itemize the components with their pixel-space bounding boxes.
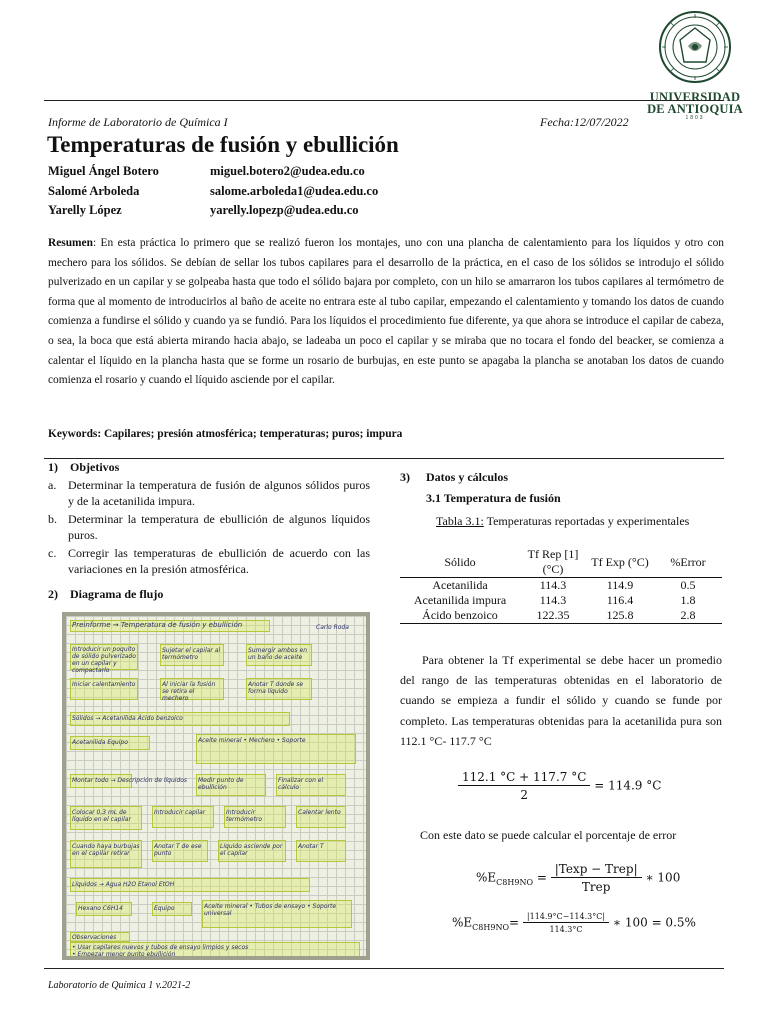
equation-denominator: Trep xyxy=(581,880,611,894)
section-title: Datos y cálculos xyxy=(426,470,508,484)
flow-step: Colocar 0,3 mL de líquido en el capilar xyxy=(72,809,131,823)
university-seal-icon xyxy=(658,10,732,84)
list-item xyxy=(48,512,370,543)
table-cell: 114.9 xyxy=(606,578,634,592)
author-name: Yarelly López xyxy=(48,203,122,217)
flow-step: Observaciones xyxy=(72,934,117,941)
flow-step: Aceite mineral • Mechero • Soporte xyxy=(198,737,306,744)
flow-step: Anotar T de ese punto xyxy=(154,843,202,857)
keywords: Keywords: Capilares; presión atmosférica; temperaturas; puros; impura xyxy=(48,428,403,440)
item-text: Determinar la temperatura de ebullición de algunos líquidos puros. xyxy=(68,512,370,542)
flow-step: Hexano C6H14 xyxy=(78,905,123,912)
column-header: %Error xyxy=(670,554,706,569)
body-paragraph: Con este dato se puede calcular el porcentaje de error xyxy=(420,828,677,842)
author-name: Salomé Arboleda xyxy=(48,183,140,198)
subsection-heading: 3.1 Temperatura de fusión xyxy=(426,491,561,505)
section-rule xyxy=(44,458,724,459)
flow-title: Preinforme → Temperatura de fusión y ebullición xyxy=(72,621,243,629)
item-label: a. xyxy=(48,478,57,492)
flow-step: Aceite mineral • Tubos de ensayo • Soporte universal xyxy=(204,903,337,917)
section-number: 2) xyxy=(48,587,58,601)
equation-fraction xyxy=(458,770,590,802)
equation-rhs: ∗ 100 xyxy=(645,870,681,885)
flow-author-tag: Carlo Roda xyxy=(316,624,349,631)
flow-step: Sujetar el capilar al termómetro xyxy=(162,647,221,661)
table-cell: 122.35 xyxy=(536,608,570,622)
item-text: Determinar la temperatura de fusión de algunos sólidos puros y de la acetanilida impura. xyxy=(68,478,370,508)
flow-step: Al iniciar la fusión se retira el mechero xyxy=(162,681,216,702)
page-title: Temperaturas de fusión y ebullición xyxy=(47,132,399,157)
equation-subscript: C8H9NO xyxy=(472,922,510,932)
author-email: miguel.botero2@udea.edu.co xyxy=(210,164,365,178)
table-header-row xyxy=(400,547,722,578)
equation-error-formula: $\%E_{C8H9NO}$ = $\frac{\text{|Texp − Trep|}}{\text{Trep}}$ ∗ 100 xyxy=(476,862,681,894)
flow-step: Anotar T xyxy=(298,843,324,850)
column-header: Sólido xyxy=(444,554,476,569)
column-header: Tf Rep [1](°C) xyxy=(527,547,579,576)
author-name: Miguel Ángel Botero xyxy=(48,164,159,178)
objectives-list xyxy=(48,478,370,580)
list-item xyxy=(48,546,370,577)
equation-fraction xyxy=(523,912,609,934)
flowchart-photo xyxy=(62,612,370,960)
abstract-text: : En esta práctica lo primero que se realizó fueron los montajes, uno con una plancha de calentamiento para los líquidos y otro con mechero para los sólidos. Se debían de sellar los tubos capilares para el desarrollo de la práctica, en el caso de los sólidos se introdujo el sólido pulverizado en un capilar y se golpeaba hasta que todo el sólido bajara por completo, con un hilo se amarraron los tubos capilares al termómetro de forma que al momento de introducirlos al baño de aceite no entrara este al tubo capilar, empezando el calentamiento y tomando los datos de cuando comienza a fundirse el sólido y cuando ya se fundió. Para los líquidos el procedimiento fue diferente, ya que ahora se introduce el capilar de cabeza, o sea, la boca que está abierta mirando hacia abajo, se ladeaba un poco el capilar y se miraba que no tocara el fondo del beacker, se comienza a calentar el líquido en la plancha hasta que se forme un rosario de burbujas, en este punto se apagaba la plancha se anotaban los datos de cuando comienza el rosario y cuando el líquido asciende por el capilar. xyxy=(48,237,724,387)
table-cell: 2.8 xyxy=(680,608,696,622)
table-cell: 116.4 xyxy=(606,593,634,607)
table-cell: Acetanilida impura xyxy=(413,593,507,607)
list-item xyxy=(48,478,370,509)
report-label: Informe de Laboratorio de Química I xyxy=(48,115,228,129)
item-label: b. xyxy=(48,512,57,526)
section-flowchart-heading xyxy=(48,587,163,602)
flow-step: Anotar T donde se forma líquido xyxy=(248,681,304,695)
equation-subscript: C8H9NO xyxy=(496,877,534,887)
flow-step: Introducir un poquito de sólido pulverizado en un capilar y compactarlo xyxy=(72,646,136,674)
author-list xyxy=(48,162,378,221)
equation-rhs: ∗ 100 = 0.5% xyxy=(612,915,696,930)
table-row xyxy=(400,608,722,624)
abstract-label: Resumen xyxy=(48,237,93,249)
item-label: c. xyxy=(48,546,57,560)
page-footer: Laboratorio de Química 1 v.2021-2 xyxy=(48,980,191,991)
flow-step: Cuando haya burbujas en el capilar retirar xyxy=(72,843,140,857)
flow-step: • Empezar menor punto ebullición xyxy=(72,951,176,956)
body-paragraph: Para obtener la Tf experimental se debe hacer un promedio del rango de las temperaturas obtenidas en el laboratorio de cuando se empieza a fundir el sólido y cuando se funde por completo. Las temperaturas obtenidas para la acetanilida pura son 112.1 °C- 117.7 °C xyxy=(400,653,722,748)
section-number: 3) xyxy=(400,470,410,484)
column-header: Tf Exp (°C) xyxy=(591,554,649,569)
flow-step: Introducir termómetro xyxy=(226,809,263,823)
section-objectives-heading xyxy=(48,460,119,475)
flow-step: Iniciar calentamiento xyxy=(72,681,136,688)
table-row xyxy=(400,593,722,608)
notebook-page xyxy=(66,616,366,956)
section-title: Objetivos xyxy=(70,460,120,474)
section-title: Diagrama de flujo xyxy=(70,587,164,601)
item-text: Corregir las temperaturas de ebullición de acuerdo con las variaciones en la presión atmosférica. xyxy=(68,546,370,576)
university-logo xyxy=(630,10,760,120)
author-row xyxy=(48,162,378,182)
equation-denominator: 114.3°C xyxy=(549,925,583,934)
flow-step: Sólidos → Acetanilida Ácido benzoico xyxy=(72,715,183,722)
equation-lhs: %E xyxy=(452,915,473,930)
flow-step: Introducir capilar xyxy=(154,809,206,816)
flow-step: • Usar capilares nuevos y tubos de ensayo limpios y secos xyxy=(72,944,249,951)
table-caption-label: Tabla 3.1: xyxy=(436,514,484,528)
equation-average xyxy=(458,770,661,802)
author-row xyxy=(48,201,378,221)
flow-step: Líquido asciende por el capilar xyxy=(220,843,283,857)
section-number: 1) xyxy=(48,460,58,474)
equation-error-value: $\%E_{C8H9NO}=$ $\frac{|114.9^\circ C-114.3^\circ C|}{114.3^\circ C}$ ∗ 100 = 0.5% xyxy=(452,912,696,934)
author-email: salome.arboleda1@udea.edu.co xyxy=(210,183,379,198)
equation-denominator: 2 xyxy=(520,788,529,802)
author-row xyxy=(48,182,378,202)
table-cell: 0.5 xyxy=(680,578,696,592)
table-caption xyxy=(400,512,722,531)
header-rule xyxy=(44,100,724,101)
flow-step: Equipo xyxy=(154,905,175,912)
equation-fraction xyxy=(551,862,642,894)
author-email: yarelly.lopezp@udea.edu.co xyxy=(210,203,359,217)
equation-lhs: %E xyxy=(476,870,497,885)
flow-step: Sumergir ambos en un baño de aceite xyxy=(248,647,307,661)
table-cell: Acetanilida xyxy=(432,578,488,592)
logo-year: 1803 xyxy=(685,115,705,121)
flow-step: Medir punto de ebullición xyxy=(198,777,244,791)
equation-numerator: |Texp − Trep| xyxy=(551,862,642,878)
flow-step: Líquidos → Agua H2O Etanol EtOH xyxy=(72,881,175,888)
flow-step: Finalizar con el cálculo xyxy=(278,777,324,791)
abstract xyxy=(48,234,724,391)
equation-numerator: |114.9°C−114.3°C| xyxy=(523,912,609,923)
flow-step: Acetanilida Equipo xyxy=(72,739,128,746)
table-cell: Ácido benzoico xyxy=(422,608,498,622)
table-caption-text: Temperaturas reportadas y experimentales xyxy=(483,514,690,528)
table-cell: 114.3 xyxy=(539,593,567,607)
flow-step: Montar todo → Descripción de líquidos xyxy=(72,777,188,784)
table-cell: 125.8 xyxy=(606,608,634,622)
section-data-heading xyxy=(400,470,508,485)
table-cell: 114.3 xyxy=(539,578,567,592)
logo-line-1: UNIVERSIDAD xyxy=(649,90,741,104)
equation-numerator: 112.1 °C + 117.7 °C xyxy=(458,770,590,786)
table-cell: 1.8 xyxy=(680,593,696,607)
report-date: Fecha:12/07/2022 xyxy=(540,115,629,129)
flow-step: Calentar lento xyxy=(298,809,341,816)
logo-line-2: DE ANTIOQUIA xyxy=(647,102,743,116)
table-row xyxy=(400,578,722,594)
melting-data-table xyxy=(400,547,722,624)
footer-rule xyxy=(44,968,724,969)
equation-result: = 114.9 °C xyxy=(594,778,662,793)
